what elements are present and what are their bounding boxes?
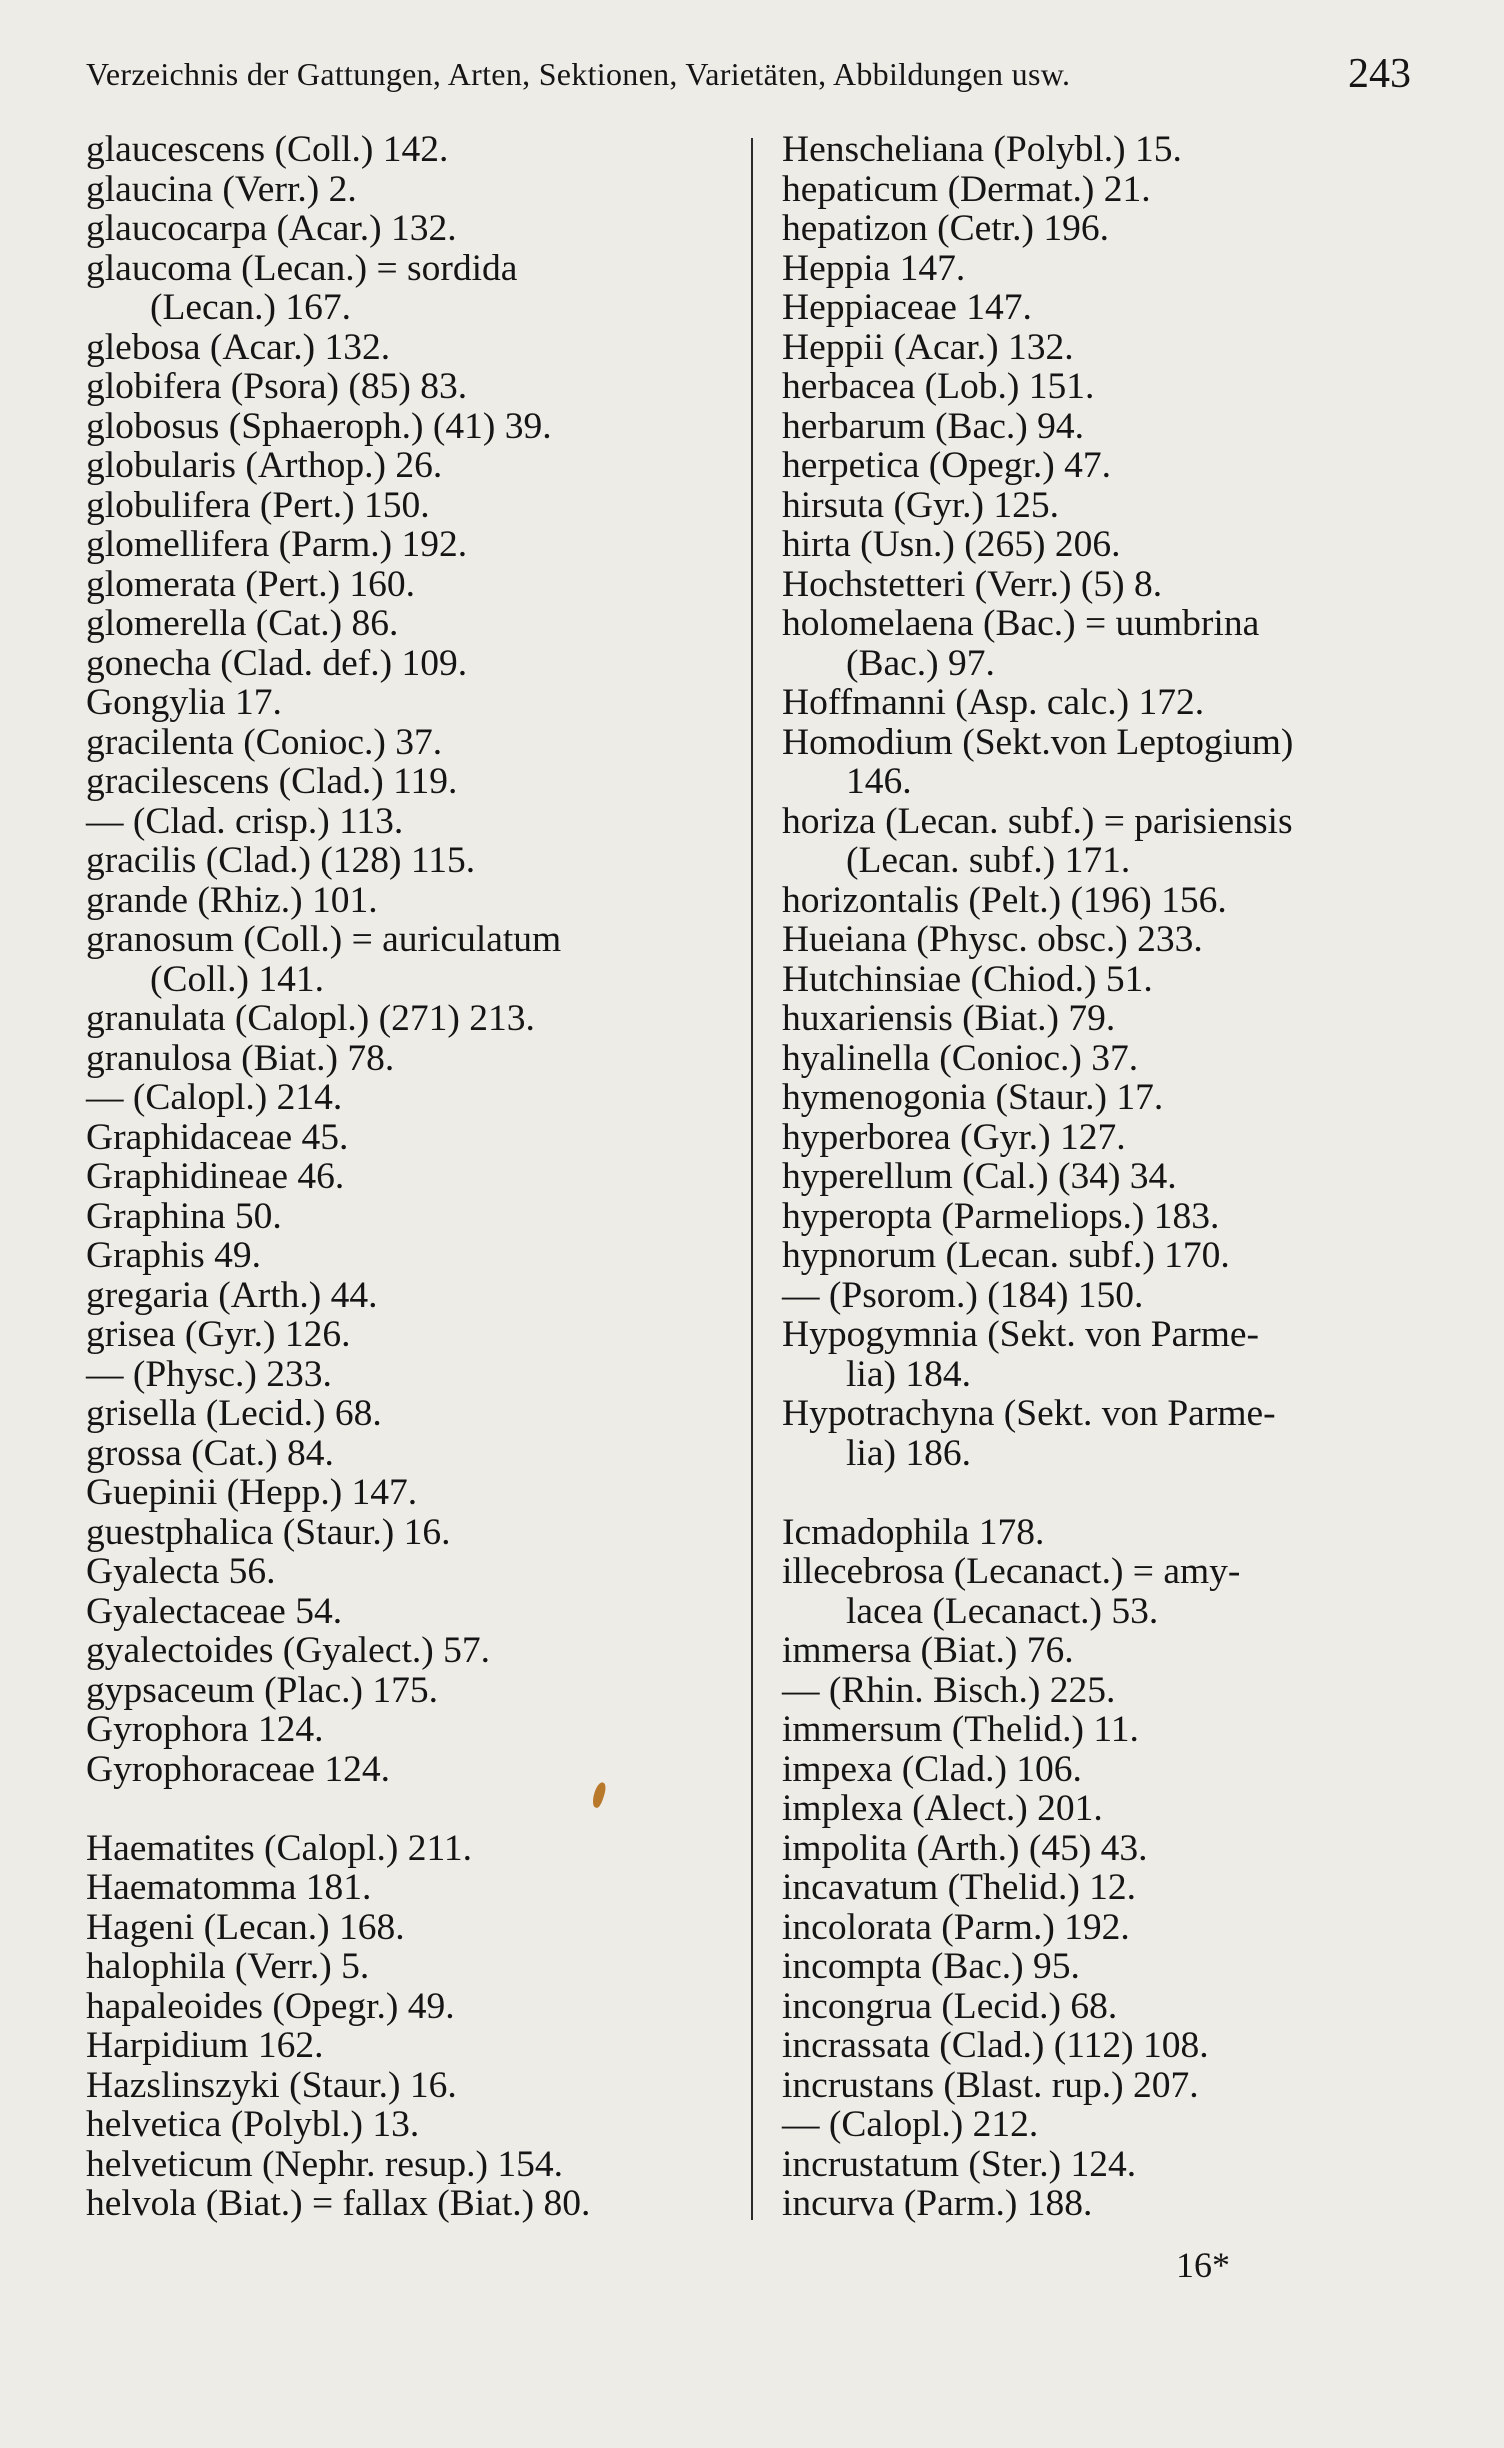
index-entry: helveticum (Nephr. resup.) 154. [86, 2143, 563, 2185]
index-entry: — (Calopl.) 214. [86, 1077, 343, 1118]
index-entry: hyperellum (Cal.) (34) 34. [782, 1156, 1177, 1197]
index-entry: glaucocarpa (Acar.) 132. [86, 208, 457, 249]
index-entry: gregaria (Arth.) 44. [86, 1274, 378, 1316]
index-entry: Gongylia 17. [86, 682, 282, 723]
index-entry: Homodium (Sekt.von Leptogium) [782, 721, 1294, 763]
index-entry: hypnorum (Lecan. subf.) 170. [782, 1235, 1230, 1276]
index-entry: illecebrosa (Lecanact.) = amy- [782, 1551, 1241, 1592]
index-entry: helvola (Biat.) = fallax (Biat.) 80. [86, 2183, 591, 2224]
index-entry: glaucescens (Coll.) 142. [86, 129, 449, 170]
index-entry: huxariensis (Biat.) 79. [782, 998, 1116, 1039]
index-entry: Hypogymnia (Sekt. von Parme- [782, 1314, 1260, 1355]
index-entry: incompta (Bac.) 95. [782, 1946, 1080, 1987]
index-entry-continuation: 146. [846, 761, 912, 802]
index-entry: holomelaena (Bac.) = uumbrina [782, 603, 1260, 644]
index-entry: incavatum (Thelid.) 12. [782, 1867, 1137, 1908]
index-entry: incrustans (Blast. rup.) 207. [782, 2064, 1199, 2106]
index-entry: Heppii (Acar.) 132. [782, 326, 1074, 368]
index-entry-continuation: lacea (Lecanact.) 53. [846, 1590, 1159, 1632]
index-entry: Heppia 147. [782, 247, 966, 289]
index-entry: glaucina (Verr.) 2. [86, 168, 357, 210]
index-entry: immersum (Thelid.) 11. [782, 1709, 1139, 1750]
index-entry: guestphalica (Staur.) 16. [86, 1511, 451, 1553]
index-entry: hyperborea (Gyr.) 127. [782, 1116, 1126, 1158]
index-entry: gypsaceum (Plac.) 175. [86, 1669, 438, 1711]
index-entry: hirsuta (Gyr.) 125. [782, 484, 1060, 526]
index-entry: Hutchinsiae (Chiod.) 51. [782, 958, 1153, 1000]
index-entry: incrassata (Clad.) (112) 108. [782, 2025, 1209, 2066]
header-title: Verzeichnis der Gattungen, Arten, Sektionen, Varietäten, Abbildungen usw. [86, 56, 1071, 92]
index-entry: Gyrophoraceae 124. [86, 1748, 391, 1790]
index-entry: horizontalis (Pelt.) (196) 156. [782, 879, 1227, 921]
index-entry: Gyalecta 56. [86, 1551, 276, 1592]
index-entry: globifera (Psora) (85) 83. [86, 366, 468, 407]
index-entry: Graphidaceae 45. [86, 1116, 349, 1158]
index-entry: — (Psorom.) (184) 150. [782, 1274, 1144, 1316]
index-entry-continuation: (Bac.) 97. [846, 642, 995, 684]
index-column-right [782, 130, 1412, 2224]
index-entry: glebosa (Acar.) 132. [86, 326, 391, 368]
index-entry: hirta (Usn.) (265) 206. [782, 524, 1121, 565]
index-entry: globosus (Sphaeroph.) (41) 39. [86, 405, 552, 447]
index-entry: immersa (Biat.) 76. [782, 1630, 1074, 1671]
index-entry: incurva (Parm.) 188. [782, 2183, 1093, 2224]
index-entry: incongrua (Lecid.) 68. [782, 1985, 1118, 2027]
signature-mark: 16* [1176, 2245, 1230, 2285]
index-entry: grisella (Lecid.) 68. [86, 1393, 382, 1434]
index-entry: hepaticum (Dermat.) 21. [782, 168, 1151, 210]
running-header [86, 50, 1411, 110]
index-entry: Hypotrachyna (Sekt. von Parme- [782, 1393, 1276, 1434]
index-entry-continuation: lia) 184. [846, 1353, 971, 1395]
index-entry: — (Rhin. Bisch.) 225. [782, 1669, 1116, 1711]
index-entry: gonecha (Clad. def.) 109. [86, 642, 468, 684]
section-gap [86, 1789, 726, 1829]
index-entry: impolita (Arth.) (45) 43. [782, 1827, 1148, 1869]
index-entry: helvetica (Polybl.) 13. [86, 2104, 420, 2145]
index-entry: grisea (Gyr.) 126. [86, 1314, 351, 1355]
index-entry: horiza (Lecan. subf.) = parisiensis [782, 800, 1293, 842]
index-entry: Hoffmanni (Asp. calc.) 172. [782, 682, 1205, 723]
index-entry: gracilescens (Clad.) 119. [86, 761, 458, 802]
index-entry: Harpidium 162. [86, 2025, 324, 2066]
index-entry: herbacea (Lob.) 151. [782, 366, 1095, 407]
section-gap [782, 1473, 1412, 1513]
index-entry: Heppiaceae 147. [782, 287, 1032, 328]
index-entry: Hageni (Lecan.) 168. [86, 1906, 405, 1948]
index-entry: granulosa (Biat.) 78. [86, 1037, 395, 1079]
index-entry: gyalectoides (Gyalect.) 57. [86, 1630, 491, 1671]
index-entry: Henscheliana (Polybl.) 15. [782, 129, 1182, 170]
index-column-left [86, 130, 726, 2224]
index-entry: Hueiana (Physc. obsc.) 233. [782, 919, 1203, 960]
index-entry: granosum (Coll.) = auriculatum [86, 919, 562, 960]
index-entry: Haematomma 181. [86, 1867, 372, 1908]
index-entry: hymenogonia (Staur.) 17. [782, 1077, 1164, 1118]
index-entry: globulifera (Pert.) 150. [86, 484, 430, 526]
page-number: 243 [1348, 51, 1411, 97]
index-entry: halophila (Verr.) 5. [86, 1946, 370, 1987]
index-entry: globularis (Arthop.) 26. [86, 445, 443, 486]
index-entry: gracilis (Clad.) (128) 115. [86, 840, 476, 881]
index-entry: hapaleoides (Opegr.) 49. [86, 1985, 455, 2027]
index-entry: — (Clad. crisp.) 113. [86, 800, 404, 842]
index-entry: Graphis 49. [86, 1235, 261, 1276]
index-entry: granulata (Calopl.) (271) 213. [86, 998, 535, 1039]
index-entry: incrustatum (Ster.) 124. [782, 2143, 1137, 2185]
index-entry: grossa (Cat.) 84. [86, 1432, 334, 1474]
index-entry: glomerella (Cat.) 86. [86, 603, 399, 644]
index-entry: impexa (Clad.) 106. [782, 1748, 1082, 1790]
index-entry: implexa (Alect.) 201. [782, 1788, 1103, 1829]
index-entry: herbarum (Bac.) 94. [782, 405, 1084, 447]
index-entry: herpetica (Opegr.) 47. [782, 445, 1112, 486]
index-entry: glaucoma (Lecan.) = sordida [86, 247, 518, 289]
index-entry: Haematites (Calopl.) 211. [86, 1827, 473, 1869]
index-entry: Hazslinszyki (Staur.) 16. [86, 2064, 457, 2106]
index-entry: Hochstetteri (Verr.) (5) 8. [782, 563, 1163, 605]
index-entry: incolorata (Parm.) 192. [782, 1906, 1130, 1948]
index-entry: hyperopta (Parmeliops.) 183. [782, 1195, 1220, 1237]
index-entry: Gyrophora 124. [86, 1709, 324, 1750]
index-entry: gracilenta (Conioc.) 37. [86, 721, 443, 763]
index-entry: Graphina 50. [86, 1195, 282, 1237]
index-entry-continuation: (Coll.) 141. [150, 958, 324, 1000]
index-entry: — (Physc.) 233. [86, 1353, 332, 1395]
index-entry: — (Calopl.) 212. [782, 2104, 1039, 2145]
index-entry: hepatizon (Cetr.) 196. [782, 208, 1109, 249]
index-entry-continuation: lia) 186. [846, 1432, 971, 1474]
index-entry: glomellifera (Parm.) 192. [86, 524, 468, 565]
column-divider [751, 138, 753, 2220]
index-entry: hyalinella (Conioc.) 37. [782, 1037, 1139, 1079]
index-entry: Graphidineae 46. [86, 1156, 345, 1197]
index-entry: Gyalectaceae 54. [86, 1590, 343, 1632]
index-entry: Icmadophila 178. [782, 1511, 1045, 1553]
index-entry: Guepinii (Hepp.) 147. [86, 1472, 418, 1513]
index-entry-continuation: (Lecan.) 167. [150, 287, 351, 328]
index-entry: glomerata (Pert.) 160. [86, 563, 416, 605]
index-entry-continuation: (Lecan. subf.) 171. [846, 840, 1131, 881]
index-entry: grande (Rhiz.) 101. [86, 879, 378, 921]
